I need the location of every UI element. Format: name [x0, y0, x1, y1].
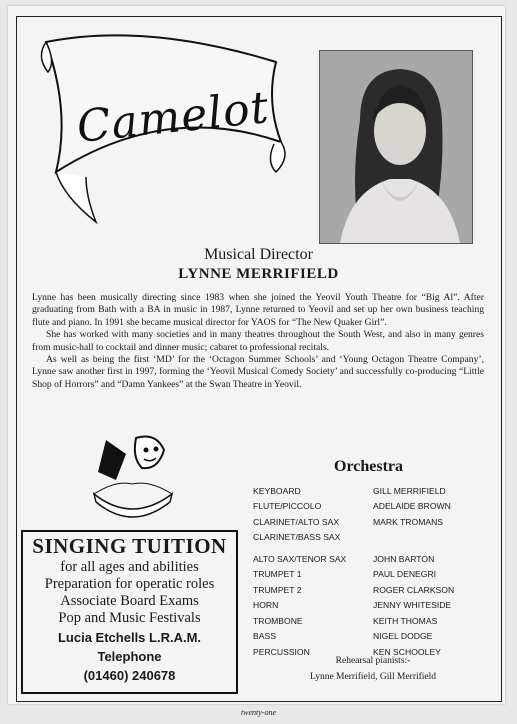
player: NIGEL DODGE — [373, 631, 433, 642]
orchestra-row — [253, 499, 493, 515]
orchestra-row — [253, 483, 493, 499]
orchestra-heading: Orchestra — [334, 458, 404, 475]
player: JOHN BARTON — [373, 553, 435, 564]
orchestra-row — [253, 530, 493, 546]
director-role: Musical Director — [204, 246, 313, 263]
orchestra-row — [253, 598, 493, 614]
orchestra-row — [253, 613, 493, 629]
player: MARK TROMANS — [373, 516, 444, 527]
advert-phone-label: Telephone — [97, 649, 162, 664]
advert-heading: SINGING TUITION — [32, 534, 227, 558]
instrument: CLARINET/BASS SAX — [253, 532, 341, 543]
director-biography — [32, 292, 484, 391]
player: ROGER CLARKSON — [373, 584, 455, 595]
instrument: ALTO SAX/TENOR SAX — [253, 553, 347, 564]
player: JENNY WHITESIDE — [373, 600, 452, 611]
camelot-banner — [26, 22, 296, 232]
director-portrait-photo — [319, 50, 473, 244]
show-title: Camelot — [74, 82, 272, 153]
instrument: PERCUSSION — [253, 646, 310, 657]
player: KEITH THOMAS — [373, 615, 438, 626]
player: KEN SCHOOLEY — [373, 646, 441, 657]
advert-line: Pop and Music Festivals — [58, 610, 201, 626]
player: PAUL DENEGRI — [373, 569, 437, 580]
advert-line: Associate Board Exams — [60, 593, 199, 609]
instrument: BASS — [253, 631, 276, 642]
orchestra-list — [253, 483, 493, 660]
instrument: FLUTE/PICCOLO — [253, 501, 322, 512]
advert-line: for all ages and abilities — [60, 559, 199, 575]
instrument: KEYBOARD — [253, 485, 301, 496]
advert-phone: (01460) 240678 — [83, 668, 176, 683]
advert-line: Preparation for operatic roles — [44, 576, 215, 592]
bio-paragraph: She has worked with many societies and in many theatres throughout the South West, and also in many genres from music-hall to cocktail and dinner music; cabaret to professional recitals. — [32, 329, 484, 353]
orchestra-row — [253, 582, 493, 598]
society-logo — [86, 432, 178, 532]
bio-paragraph: Lynne has been musically directing since 1983 when she joined the Yeovil Youth Theatre for “Big Al”. After graduating from Bath with a BA in music in 1987, Lynne returned to Yeovil and set up her own business teaching flute and piano. In 1991 she became musical director for YAOS for “The New Quaker Girl”. — [32, 292, 484, 328]
instrument: CLARINET/ALTO SAX — [253, 516, 340, 527]
bio-paragraph: As well as being the first ‘MD’ for the ‘Octagon Summer Schools’ and ‘Young Octagon Theatre Company’, Lynne saw another first in 1997, forming the ‘Yeovil Musical Comedy Society’ and successfully co-producing “Little Shop of Horrors” and “Damn Yankees” at the Swan Theatre in Yeovil. — [32, 354, 484, 390]
instrument: TRUMPET 1 — [253, 569, 302, 580]
page-number: twenty-one — [240, 708, 277, 717]
rehearsal-names: Lynne Merrifield, Gill Merrifield — [309, 672, 437, 682]
director-name: LYNNE MERRIFIELD — [178, 266, 339, 282]
instrument: TROMBONE — [253, 615, 303, 626]
orchestra-row — [253, 567, 493, 583]
instrument: HORN — [253, 600, 279, 611]
rehearsal-label: Rehearsal pianists:- — [335, 656, 411, 666]
orchestra-row — [253, 514, 493, 530]
singing-tuition-advert — [21, 530, 238, 694]
instrument: TRUMPET 2 — [253, 584, 302, 595]
orchestra-row — [253, 551, 493, 567]
advert-teacher: Lucia Etchells L.R.A.M. — [57, 630, 202, 645]
player: GILL MERRIFIELD — [373, 485, 446, 496]
player: ADELAIDE BROWN — [373, 501, 451, 512]
orchestra-row — [253, 629, 493, 645]
